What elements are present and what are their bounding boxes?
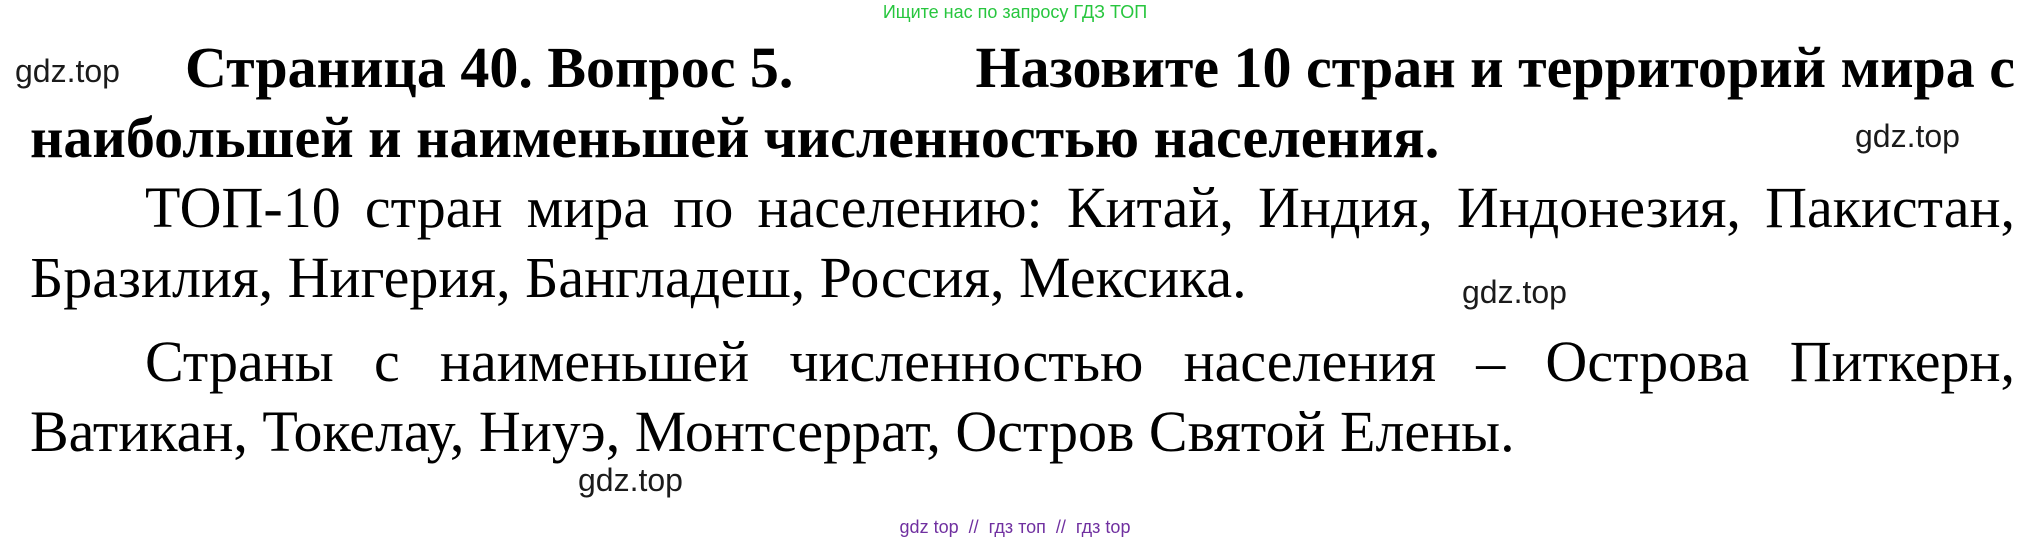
- promo-banner-text: Ищите нас по запросу ГДЗ ТОП: [882, 2, 1148, 22]
- question-text-part-1: Назовите 10 стран и территорий мира с: [975, 35, 2015, 100]
- watermark-top-left: gdz.top: [15, 53, 120, 89]
- answer-top10-line-1: ТОП-10 стран мира по населению: Китай, Индия, Индонезия, Пакистан,: [145, 175, 2015, 240]
- footer-site-links: gdz top // гдз топ // гдз top: [899, 517, 1131, 537]
- answer-body: [30, 33, 2015, 467]
- watermark-right: gdz.top: [1855, 118, 1960, 154]
- watermark-middle: gdz.top: [1462, 274, 1567, 310]
- watermark-bottom: gdz.top: [578, 462, 683, 498]
- page-question-reference: Страница 40. Вопрос 5.: [185, 35, 794, 100]
- answer-top10-line-2: Бразилия, Нигерия, Бангладеш, Россия, Мексика.: [30, 245, 1247, 310]
- answer-least-populated-line-1: Страны с наименьшей численностью населения – Острова Питкерн,: [145, 329, 2015, 394]
- heading-line-1: [30, 33, 2015, 103]
- question-text-part-2: наибольшей и наименьшей численностью населения.: [30, 105, 1440, 170]
- answer-least-populated-line-2: Ватикан, Токелау, Ниуэ, Монтсеррат, Остров Святой Елены.: [30, 399, 1515, 464]
